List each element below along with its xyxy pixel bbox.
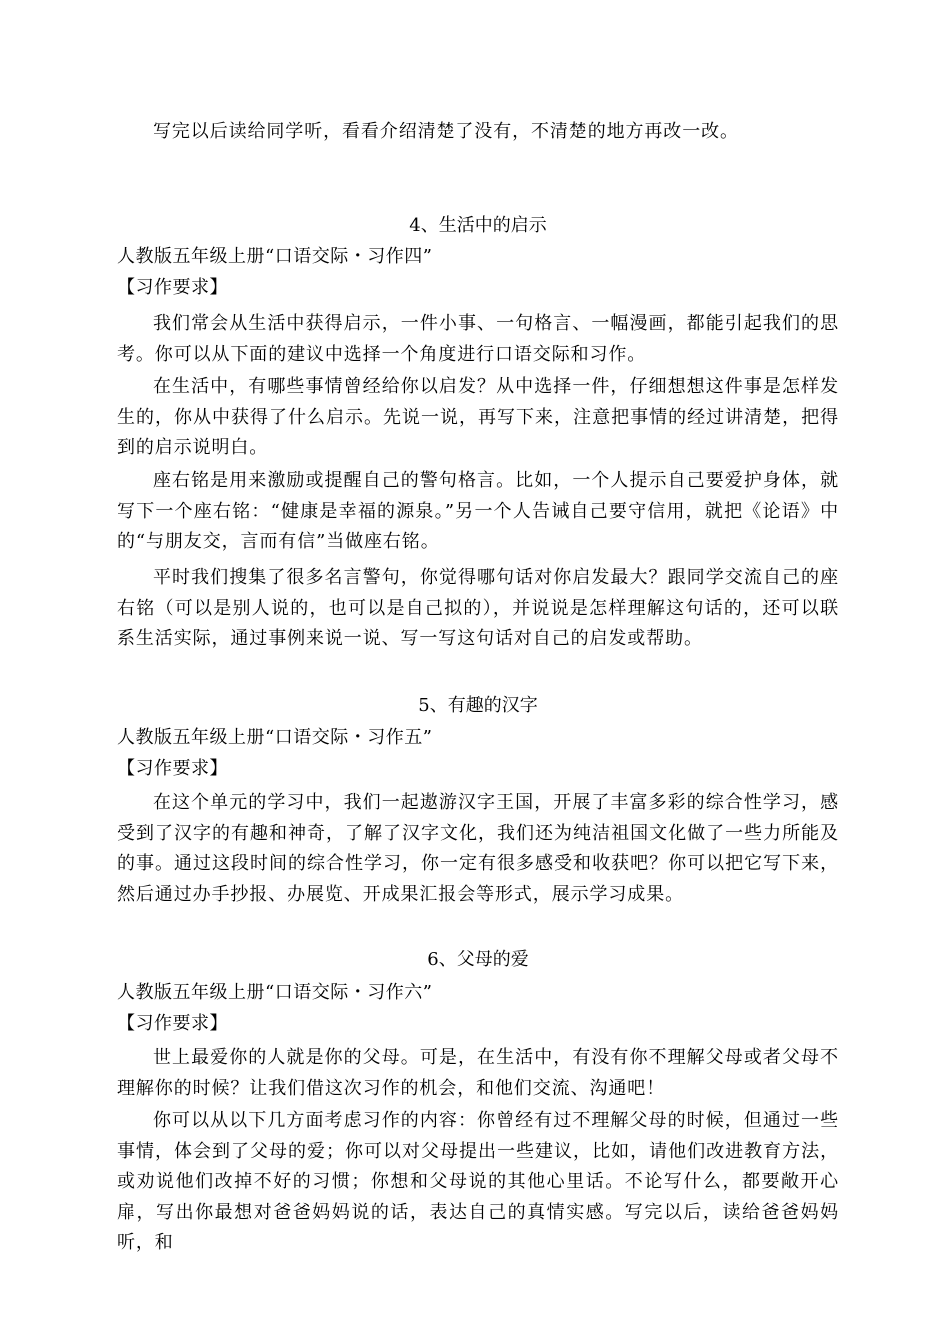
section-paragraph: 在生活中，有哪些事情曾经给你以启发？从中选择一件，仔细想想这件事是怎样发生的，你从中获得了什么启示。先说一说，再写下来，注意把事情的经过讲清楚，把得到的启示说明白。 <box>117 376 839 458</box>
requirement-label: 【习作要求】 <box>117 1013 228 1034</box>
section-source: 人教版五年级上册“口语交际・习作五” <box>117 727 433 748</box>
section-paragraph: 在这个单元的学习中，我们一起遨游汉字王国，开展了丰富多彩的综合性学习，感受到了汉字的有趣和神奇，了解了汉字文化，我们还为纯洁祖国文化做了一些力所能及的事。通过这段时间的综合性学习，你一定有很多感受和收获吧？你可以把它写下来，然后通过办手抄报、办展览、开成果汇报会等形式，展示学习成果。 <box>117 792 839 905</box>
intro-closing-paragraph: 写完以后读给同学听，看看介绍清楚了没有，不清楚的地方再改一改。 <box>153 121 739 142</box>
section-source: 人教版五年级上册“口语交际・习作六” <box>117 982 433 1003</box>
section-title: 4、生活中的启示 <box>409 215 547 236</box>
requirement-label: 【习作要求】 <box>117 758 228 779</box>
section-paragraph: 平时我们搜集了很多名言警句，你觉得哪句话对你启发最大？跟同学交流自己的座右铭（可以是别人说的，也可以是自己拟的），并说说是怎样理解这句话的，还可以联系生活实际，通过事例来说一说、写一写这句话对自己的启发或帮助。 <box>117 567 839 649</box>
section-paragraph: 世上最爱你的人就是你的父母。可是，在生活中，有没有你不理解父母或者父母不理解你的时候？让我们借这次习作的机会，和他们交流、沟通吧！ <box>117 1047 839 1099</box>
requirement-label: 【习作要求】 <box>117 277 228 298</box>
section-paragraph: 我们常会从生活中获得启示，一件小事、一句格言、一幅漫画，都能引起我们的思考。你可以从下面的建议中选择一个角度进行口语交际和习作。 <box>117 313 839 365</box>
section-title: 6、父母的爱 <box>427 949 529 970</box>
section-title: 5、有趣的汉字 <box>418 695 538 716</box>
section-paragraph: 你可以从以下几方面考虑习作的内容：你曾经有过不理解父母的时候，但通过一些事情，体会到了父母的爱；你可以对父母提出一些建议，比如，请他们改进教育方法，或劝说他们改掉不好的习惯；你想和父母说的其他心里话。不论写什么，都要敞开心扉，写出你最想对爸爸妈妈说的话，表达自己的真情实感。写完以后，读给爸爸妈妈听，和 <box>117 1110 839 1253</box>
section-source: 人教版五年级上册“口语交际・习作四” <box>117 246 433 267</box>
section-paragraph: 座右铭是用来激励或提醒自己的警句格言。比如，一个人提示自己要爱护身体，就写下一个座右铭：“健康是幸福的源泉。”另一个人告诫自己要守信用，就把《论语》中的“与朋友交，言而有信”当做座右铭。 <box>117 470 839 552</box>
